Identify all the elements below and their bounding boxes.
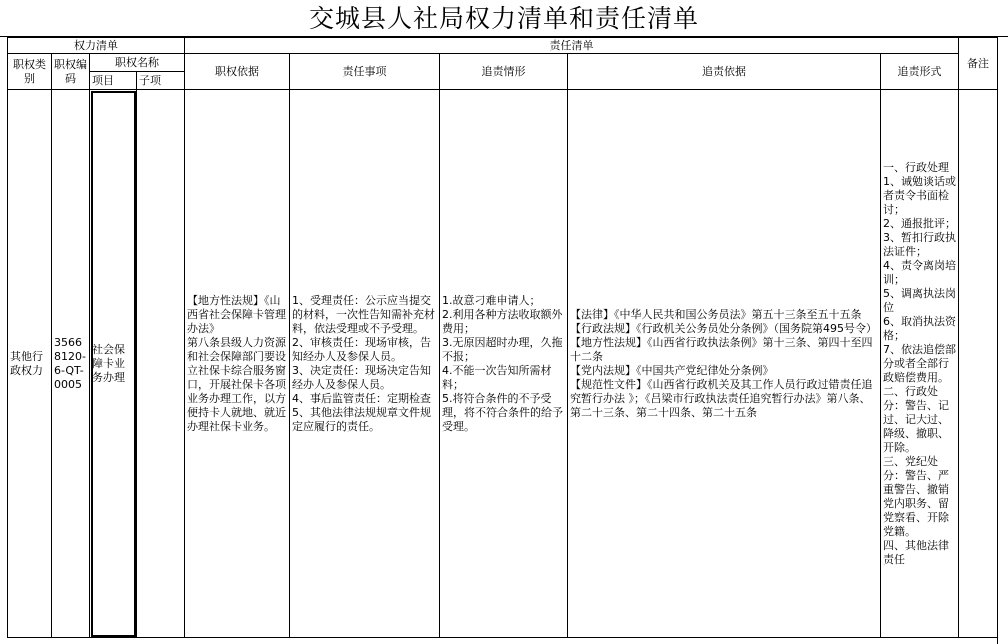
- acc-basis-header[interactable]: 追责依据: [568, 54, 881, 90]
- acc-basis-cell[interactable]: 【法律】《中华人民共和国公务员法》第五十三条至五十五条 【行政法规】《行政机关公务员处分条例》（国务院第495号令） 【地方性法规】《山西省行政执法条例》第十三条、第四十至四十二条 【党内法规】《中国共产党纪律处分条例》 【规范性文件】《山西省行政机关及其工作人员行政过错责任追究暂行办法 》；《吕梁市行政执法责任追究暂行办法》第八条、第二十三条、第二十四条、第二十五条: [568, 90, 881, 638]
- category-cell[interactable]: 其他行政权力: [8, 90, 52, 638]
- remark-cell[interactable]: [959, 90, 998, 638]
- basis-cell[interactable]: 【地方性法规】《山西省社会保障卡管理办法》 第八条县级人力资源和社会保障部门要设立社保卡综合服务窗口，开展社保卡各项业务办理工作，以方便持卡人就地、就近办理社保卡业务。: [185, 90, 290, 638]
- name-header[interactable]: 职权名称: [90, 54, 185, 72]
- code-header[interactable]: 职权编码: [52, 54, 90, 90]
- resp-items-header[interactable]: 责任事项: [290, 54, 440, 90]
- responsibility-table: [7, 37, 998, 638]
- responsibility-list-header[interactable]: 责任清单: [185, 38, 959, 54]
- item-cell-selected[interactable]: 社会保障卡业务办理: [90, 90, 137, 638]
- page-title: 交城县人社局权力清单和责任清单: [308, 4, 699, 33]
- item-header[interactable]: 项目: [90, 72, 137, 90]
- acc-form-header[interactable]: 追责形式: [881, 54, 959, 90]
- subitem-cell[interactable]: [137, 90, 185, 638]
- subitem-header[interactable]: 子项: [137, 72, 185, 90]
- acc-situation-cell[interactable]: 1.故意刁难申请人； 2.利用各种方法收取额外费用； 3.无原因超时办理，久拖不报； 4.不能一次告知所需材料； 5.将符合条件的不予受理，将不符合条件的给予受理。: [440, 90, 568, 638]
- basis-header[interactable]: 职权依据: [185, 54, 290, 90]
- acc-situation-header[interactable]: 追责情形: [440, 54, 568, 90]
- power-list-header[interactable]: 权力清单: [8, 38, 185, 54]
- acc-form-cell[interactable]: 一、行政处理 1、诫勉谈话或者责令书面检讨； 2、通报批评； 3、暂扣行政执法证件； 4、责令离岗培训； 5、调离执法岗位 6、取消执法资格； 7、依法追偿部分或者全部行政赔偿费用。 二、行政处分：警告、记过、记大过、降级、撤职、开除。 三、党纪处分：警告、严重警告、撤销党内职务、留党察看、开除党籍。 四、其他法律责任: [881, 90, 959, 638]
- remark-header[interactable]: 备注: [959, 38, 998, 90]
- code-cell[interactable]: 35668120-6-QT-0005: [52, 90, 90, 638]
- sheet-edge: [997, 37, 1008, 644]
- category-header[interactable]: 职权类别: [8, 54, 52, 90]
- resp-items-cell[interactable]: 1、受理责任：公示应当提交的材料，一次性告知需补充材料，依法受理或不予受理。 2、审核责任：现场审核，告知经办人及参保人员。 3、决定责任：现场决定告知经办人及参保人员。 4、事后监管责任：定期检查 5、其他法律法规规章文件规定应履行的责任。: [290, 90, 440, 638]
